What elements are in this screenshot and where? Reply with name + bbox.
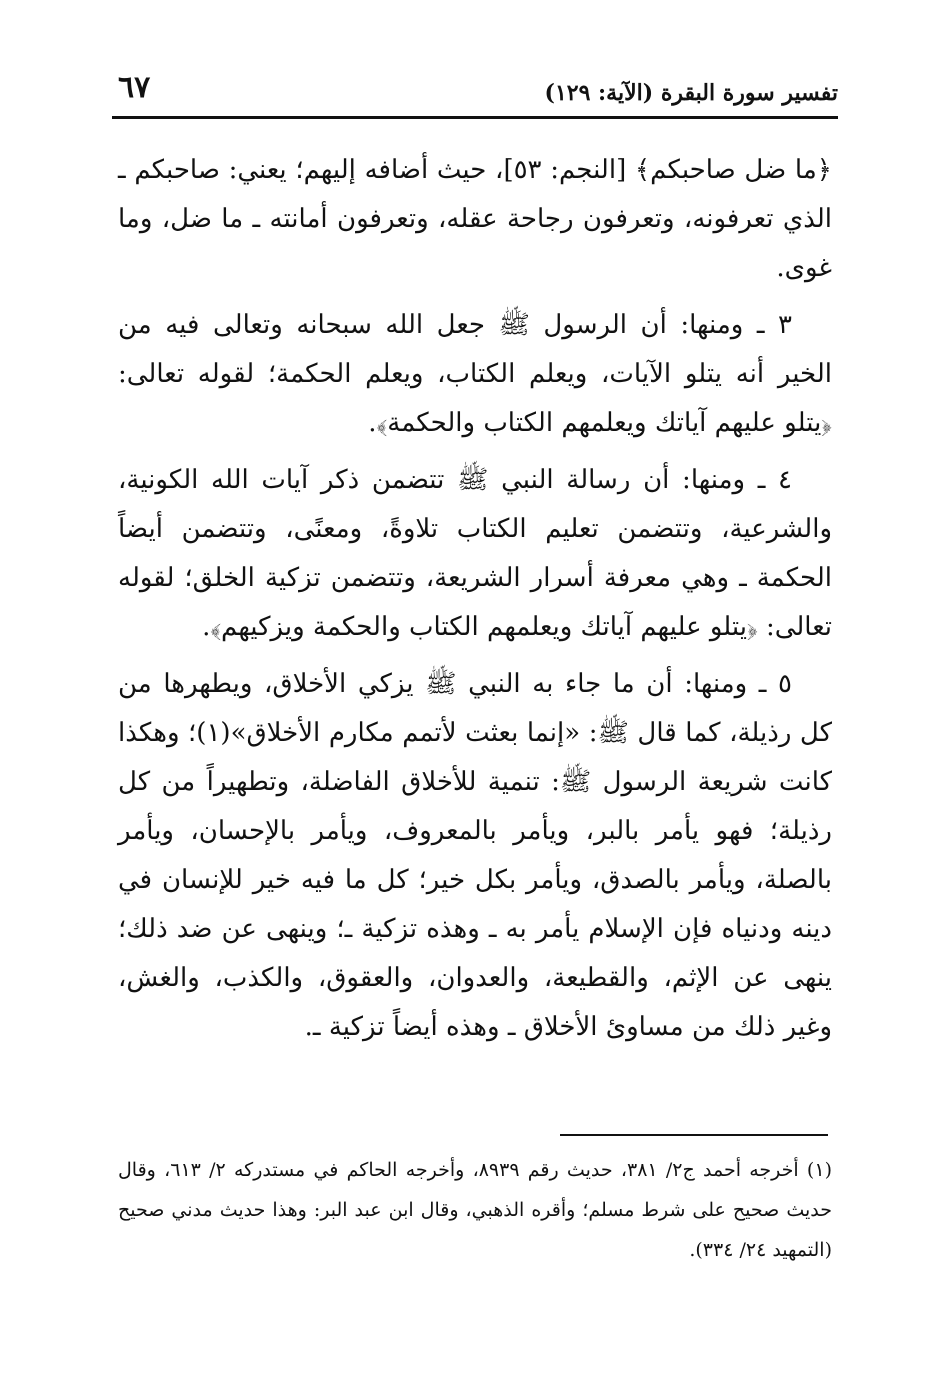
footnotes (118, 1150, 832, 1270)
running-title: تفسير سورة البقرة (الآية: ١٢٩) (544, 80, 838, 106)
paragraph: ٣ ـ ومنها: أن الرسول ﷺ جعل الله سبحانه وتعالى فيه من الخير أنه يتلو الآيات، ويعلم الكتاب، ويعلم الحكمة؛ لقوله تعالى: ﴿يتلو عليهم آياتك ويعلمهم الكتاب والحكمة﴾. (118, 310, 832, 438)
paragraph: ٤ ـ ومنها: أن رسالة النبي ﷺ تتضمن ذكر آيات الله الكونية، والشرعية، وتتضمن تعليم الكتاب تلاوةً، ومعنًى، وتتضمن أيضاً الحكمة ـ وهي معرفة أسرار الشريعة، وتتضمن تزكية الخلق؛ لقوله تعالى: ﴿يتلو عليهم آياتك ويعلمهم الكتاب والحكمة ويزكيهم﴾. (118, 465, 832, 642)
footnote: (١) أخرجه أحمد ج٢/ ٣٨١، حديث رقم ٨٩٣٩، وأخرجه الحاكم في مستدركه ٢/ ٦١٣، وقال حديث صحيح على شرط مسلم؛ وأقره الذهبي، وقال ابن عبد البر: وهذا حديث مدني صحيح (التمهيد ٢٤/ ٣٣٤). (118, 1159, 832, 1261)
page-header (112, 62, 838, 114)
paragraph: ٥ ـ ومنها: أن ما جاء به النبي ﷺ يزكي الأخلاق، ويطهرها من كل رذيلة، كما قال ﷺ: «إنما بعثت لأتمم مكارم الأخلاق»(١)؛ وهكذا كانت شريعة الرسول ﷺ: تنمية للأخلاق الفاضلة، وتطهيراً من كل رذيلة؛ فهو يأمر بالبر، ويأمر بالمعروف، ويأمر بالإحسان، ويأمر بالصلة، ويأمر بالصدق، ويأمر بكل خير؛ كل ما فيه خير للإنسان في دينه ودنياه فإن الإسلام يأمر به ـ وهذه تزكية ـ؛ وينهى عن ضد ذلك؛ ينهى عن الإثم، والقطيعة، والعدوان، والعقوق، والكذب، والغش، وغير ذلك من مساوئ الأخلاق ـ وهذه أيضاً تزكية ـ. (118, 669, 832, 1042)
footnote-rule (560, 1134, 828, 1136)
header-rule (112, 116, 838, 119)
main-text (118, 146, 832, 1060)
page-number: ٦٧ (118, 70, 151, 105)
paragraph: ﴿ما ضل صاحبكم﴾ [النجم: ٥٣]، حيث أضافه إليهم؛ يعني: صاحبكم ـ الذي تعرفونه، وتعرفون رجاحة عقله، وتعرفون أمانته ـ ما ضل، وما غوى. (118, 155, 832, 283)
